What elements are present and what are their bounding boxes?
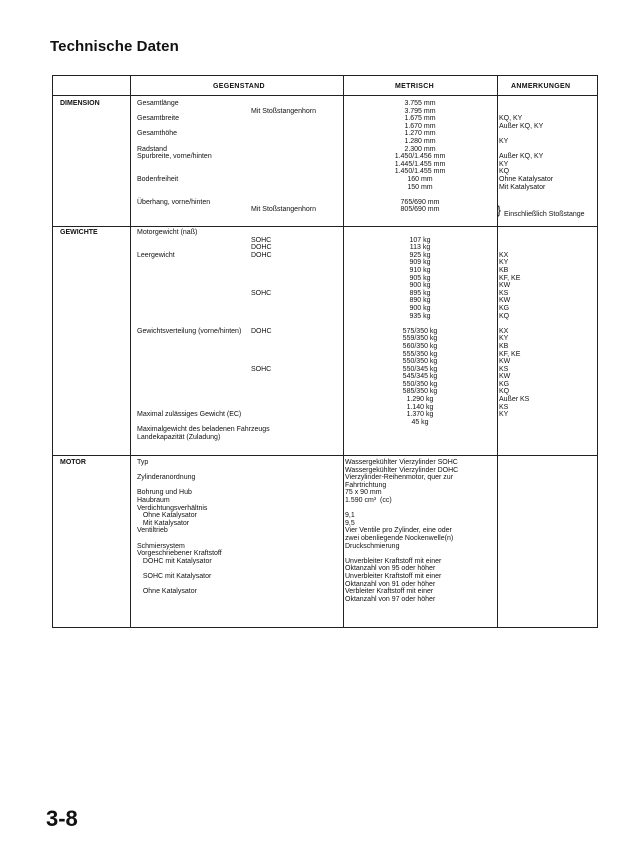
header-item: GEGENSTAND	[213, 83, 265, 90]
section-label-weights: GEWICHTE	[60, 229, 98, 236]
weights-metric-values: 107 kg 113 kg 925 kg 909 kg 910 kg 905 kg 900 kg 895 kg 890 kg 900 kg 935 kg 575/350 kg 559/350 kg 560/350 kg 555/350 kg 550/350 kg 550/345 kg 545/345 kg 550/350 kg 585/350 kg 1.290 kg 1.140 kg 1.370 kg 45 kg	[402, 236, 438, 426]
motor-items: Typ Zylinderanordnung Bohrung und Hub Haubraum Verdichtungsverhältnis Ohne Katalysator Mit Katalysator Ventiltrieb Schmiersystem Vorgeschriebener Kraftstoff DOHC mit Katalysator SOHC mit Katalysator Ohne Katalysator	[137, 459, 222, 596]
col-divider-3	[497, 76, 498, 627]
dimension-bracket-note: Einschließlich Stoßstange	[504, 211, 585, 218]
header-notes: ANMERKUNGEN	[511, 83, 571, 90]
dimension-metric-values: 3.755 mm 3.795 mm 1.675 mm 1.670 mm 1.270 mm 1.280 mm 2.300 mm 1.450/1.456 mm 1.445/1.455 mm 1.450/1.455 mm 160 mm 150 mm 765/690 mm 805/690 mm	[394, 100, 446, 214]
page-number: 3-8	[46, 806, 78, 831]
dimension-notes: KQ, KY Außer KQ, KY KY Außer KQ, KY KY KQ Ohne Katalysator Mit Katalysator	[499, 115, 554, 191]
weights-item-variants: SOHC DOHC DOHC SOHC DOHC SOHC	[251, 236, 272, 373]
header-metric: METRISCH	[395, 83, 434, 90]
dimension-items: Gesamtlänge Gesamtbreite Gesamthöhe Radstand Spurbreite, vorne/hinten Bodenfreiheit Überhang, vorne/hinten	[137, 100, 212, 206]
section-divider-weights	[53, 455, 597, 456]
motor-metric-values: Wassergekühlter Vierzylinder SOHC Wassergekühlter Vierzylinder DOHC Vierzylinder-Reihenmotor, quer zur Fahrtrichtung 75 x 90 mm 1.590 cm³ (cc) 9,1 9,5 Vier Ventile pro Zylinder, eine oder zwei obenliegende Nockenwelle(n) Druckschmierung Unverbleiter Kraftstoff mit einer Oktanzahl von 95 oder höher Unverbleiter Kraftstoff mit einer Oktanzahl von 91 oder höher Verbleiter Kraftstoff mit einer Oktanzahl von 97 oder höher	[345, 459, 459, 603]
header-divider	[53, 95, 597, 96]
section-label-dimension: DIMENSION	[60, 100, 100, 107]
col-divider-1	[130, 76, 131, 627]
weights-items: Motorgewicht (naß) Leergewicht Gewichtsverteilung (vorne/hinten) Maximal zulässiges Gewicht (EC) Maximalgewicht des beladenen Fahrzeugs Landekapazität (Zuladung)	[137, 229, 270, 442]
spec-table	[52, 75, 598, 628]
dimension-item-variants: Mit Stoßstangenhorn Mit Stoßstangenhorn	[251, 107, 316, 214]
section-divider-dimension	[53, 226, 597, 227]
page-title: Technische Daten	[50, 38, 179, 55]
section-label-motor: MOTOR	[60, 459, 86, 466]
bracket-icon: }	[497, 203, 502, 217]
weights-notes: KX KY KB KF, KE KW KS KW KG KQ KX KY KB KF, KE KW KS KW KG KQ Außer KS KS KY	[499, 251, 530, 419]
